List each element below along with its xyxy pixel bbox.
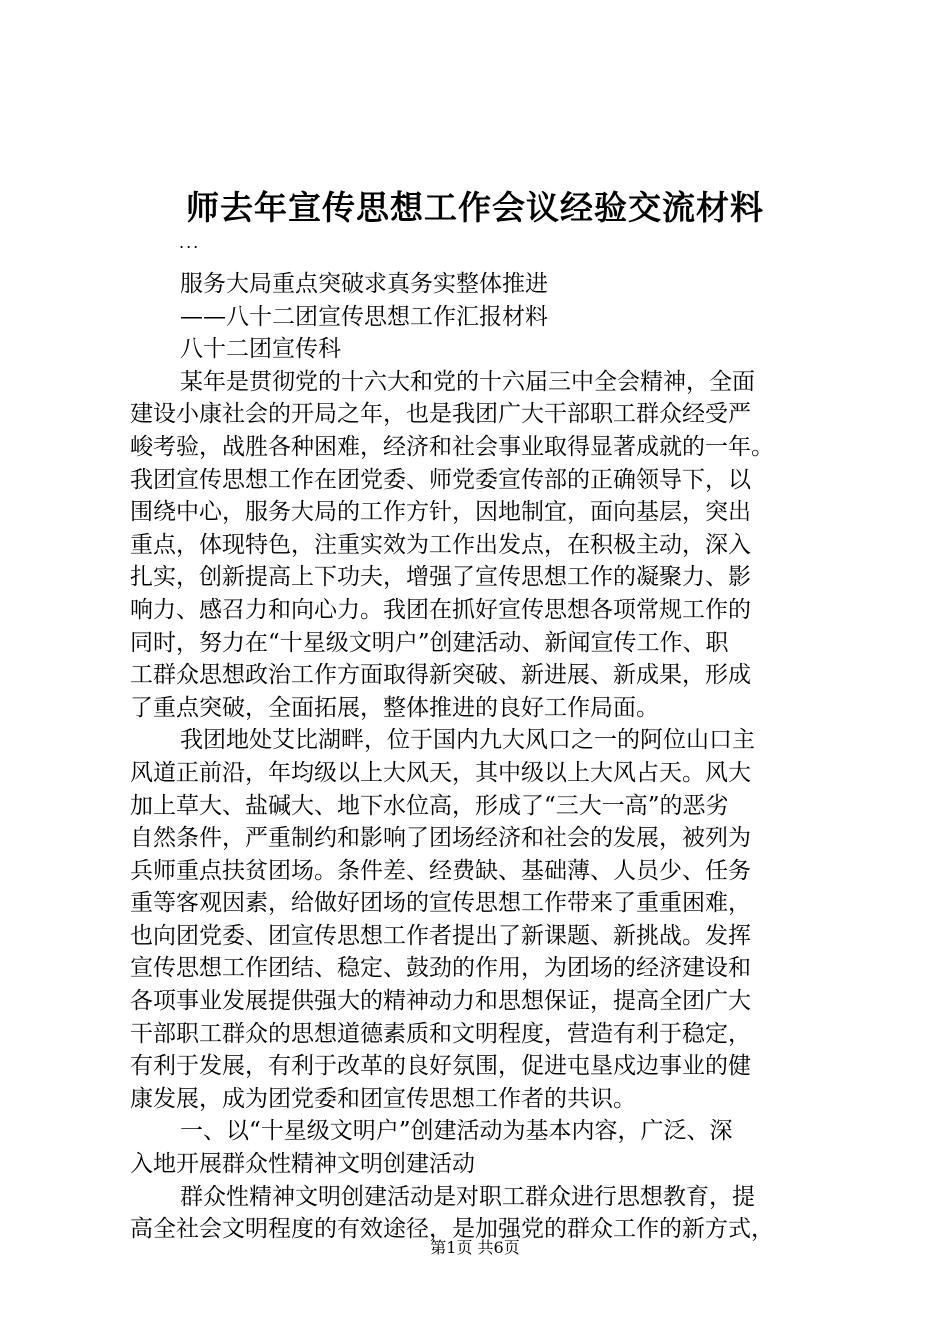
paragraph-line: 风道正前沿，年均级以上大风天，其中级以上大风占天。风大 (130, 759, 751, 786)
document-body (130, 268, 835, 1246)
subtitle: 服务大局重点突破求真务实整体推进 (180, 271, 548, 297)
paragraph-line: 某年是贯彻党的十六大和党的十六届三中全会精神，全面 (180, 368, 755, 395)
paragraph-line: 重点，体现特色，注重实效为工作出发点，在积极主动，深入 (130, 531, 751, 558)
paragraph-line: 高全社会文明程度的有效途径，是加强党的群众工作的新方式， (130, 1216, 774, 1243)
ellipsis-text: ... (179, 233, 201, 252)
paragraph-line: 康发展，成为团党委和团宣传思想工作者的共识。 (130, 1085, 636, 1112)
paragraph-line: 我团地处艾比湖畔，位于国内九大风口之一的阿位山口主 (180, 727, 755, 754)
paragraph-line: 宣传思想工作团结、稳定、鼓劲的作用，为团场的经济建设和 (130, 955, 751, 982)
author-line: 八十二团宣传科 (180, 336, 341, 363)
paragraph-line: 围绕中心，服务大局的工作方针，因地制宜，面向基层，突出 (130, 499, 751, 526)
paragraph-line: 扎实，创新提高上下功夫，增强了宣传思想工作的凝聚力、影 (130, 564, 751, 591)
paragraph-line: 群众性精神文明创建活动是对职工群众进行思想教育，提 (180, 1183, 755, 1210)
paragraph-line: 有利于发展，有利于改革的良好氛围，促进屯垦戍边事业的健 (130, 1053, 751, 1080)
subtitle-secondary: ——八十二团宣传思想工作汇报材料 (180, 303, 548, 330)
paragraph-line: 响力、感召力和向心力。我团在抓好宣传思想各项常规工作的 (130, 596, 751, 623)
paragraph-line: 同时，努力在“十星级文明户”创建活动、新闻宣传工作、职 (130, 629, 729, 656)
page-number-footer: 第1页 共6页 (430, 1238, 520, 1257)
paragraph-line: 自然条件，严重制约和影响了团场经济和社会的发展，被列为 (130, 825, 751, 852)
section-heading-line: 入地开展群众性精神文明创建活动 (130, 1151, 475, 1178)
paragraph-line: 重等客观因素，给做好团场的宣传思想工作带来了重重困难， (130, 890, 751, 917)
paragraph-line: 各项事业发展提供强大的精神动力和思想保证，提高全团广大 (130, 988, 751, 1015)
section-heading-line: 一、以“十星级文明户”创建活动为基本内容，广泛、深 (180, 1118, 733, 1145)
paragraph-line: 了重点突破，全面拓展，整体推进的良好工作局面。 (130, 694, 659, 721)
paragraph-line: 我团宣传思想工作在团党委、师党委宣传部的正确领导下，以 (130, 466, 751, 493)
paragraph-line: 工群众思想政治工作方面取得新突破、新进展、新成果，形成 (130, 662, 751, 689)
paragraph-line: 干部职工群众的思想道德素质和文明程度，营造有利于稳定， (130, 1020, 751, 1047)
document-title: 师去年宣传思想工作会议经验交流材料 (186, 188, 764, 227)
paragraph-line: 建设小康社会的开局之年，也是我团广大干部职工群众经受严 (130, 401, 751, 428)
paragraph-line: 峻考验，战胜各种困难，经济和社会事业取得显著成就的一年。 (130, 433, 774, 460)
paragraph-line: 也向团党委、团宣传思想工作者提出了新课题、新挑战。发挥 (130, 922, 751, 949)
paragraph-line: 兵师重点扶贫团场。条件差、经费缺、基础薄、人员少、任务 (130, 857, 751, 884)
paragraph-line: 加上草大、盐碱大、地下水位高，形成了“三大一高”的恶劣 (130, 792, 729, 819)
